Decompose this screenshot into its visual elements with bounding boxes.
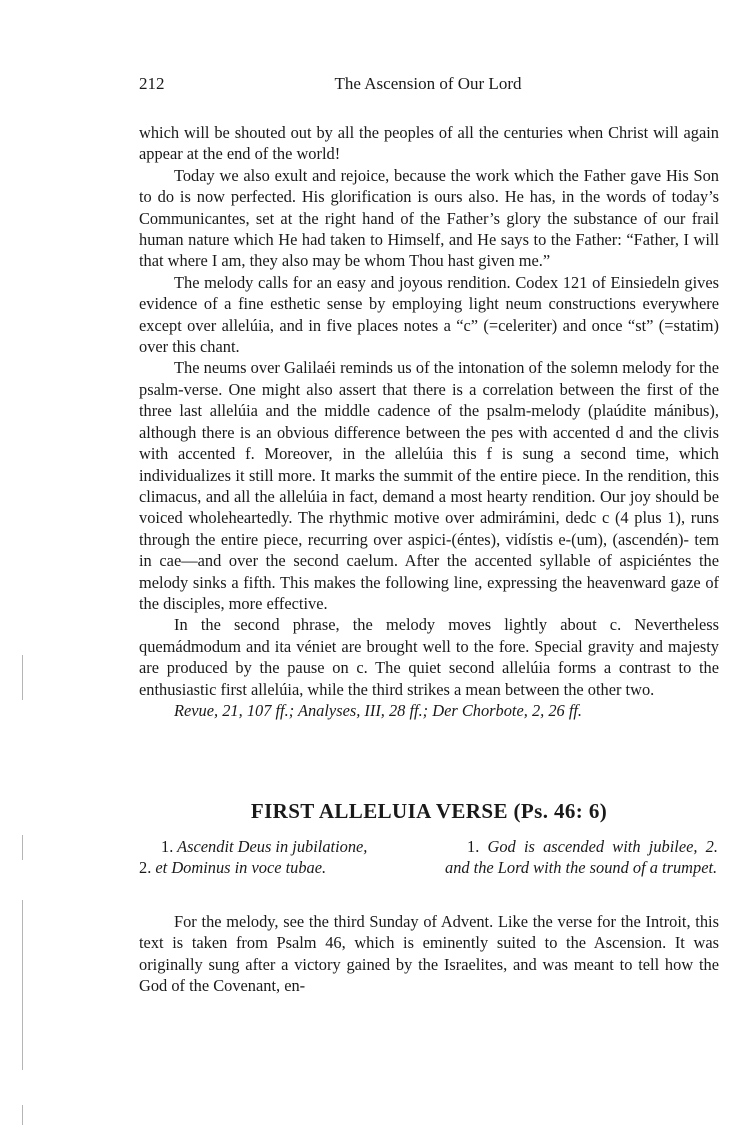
paragraph: The neums over Galilaéi reminds us of the intonation of the solemn melody for the psalm-verse. One might also assert that there is a correlation between the first of the three last allelúia and the middle cadence of the psalm-melody (plaúdite mánibus), although there is an obvious difference between the pes with accented d and the clivis with accented f. Moreover, in the allelúia this f is sung a second time, which individualizes it still more. It marks the summit of the entire piece. In the rendition, this climacus, and all the allelúia in fact, demand a most hearty rendition. Our joy should be voiced wholeheartedly. The rhythmic motive over admirámini, dedc c (4 plus 1), runs through the entire piece, recurring over aspici-(éntes), vidístis e-(um), (ascendén)- tem in cae—and over the second caelum. After the accented syllable of aspiciéntes the melody sinks a fifth. This makes the following line, expressing the heavenward gaze of the disciples, more effective.: [139, 358, 719, 613]
english-verse: [445, 836, 718, 879]
latin-verse-line: [139, 857, 439, 878]
latin-verse: [139, 836, 439, 879]
latin-verse-line: [139, 836, 439, 857]
scan-margin-line: [22, 655, 23, 700]
scan-margin-line: [22, 835, 23, 860]
latin-verse-text: et Dominus in voce tubae.: [155, 858, 327, 878]
page-number: 212: [139, 74, 165, 93]
paragraph: The melody calls for an easy and joyous rendition. Codex 121 of Einsiedeln gives evidence of a fine esthetic sense by employing light neum constructions everywhere except over allelúia, and in five places notes a “c” (=celeriter) and once “st” (=statim) over this chant.: [139, 272, 719, 357]
english-verse-text: God is ascended with jubilee, 2. and the Lord with the sound of a trumpet.: [445, 837, 718, 878]
latin-verse-text: Ascendit Deus in jubilatione,: [177, 837, 368, 856]
scan-margin-line: [22, 900, 23, 1070]
page-header: [139, 74, 717, 98]
verse-number: 1.: [161, 837, 174, 856]
paragraph: In the second phrase, the melody moves lightly about c. Nevertheless quemádmodum and ita véniet are brought well to the fore. Special gravity and majesty are produced by the pause on c. The quiet second allelúia forms a contrast to the enthusiastic first allelúia, while the third strikes a mean between the other two.: [139, 615, 719, 699]
body-text-continued: [139, 911, 719, 997]
paragraph: Today we also exult and rejoice, because the work which the Father gave His Son to do is now perfected. His glorification is ours also. He has, in the words of today’s Communicantes, set at the right hand of the Father’s glory the substance of our frail human nature which He had taken to Himself, and He says to the Father: “Father, I will that where I am, they also may be whom Thou hast given me.”: [139, 165, 719, 271]
section-heading: FIRST ALLELUIA VERSE (Ps. 46: 6): [250, 799, 608, 823]
scan-margin-line: [22, 1105, 23, 1125]
body-text: [139, 122, 719, 721]
running-title: The Ascension of Our Lord: [334, 74, 522, 93]
verse-number: 1.: [467, 837, 480, 856]
paragraph: which will be shouted out by all the peoples of all the centuries when Christ will again appear at the end of the world!: [139, 123, 719, 164]
bibliography-reference: Revue, 21, 107 ff.; Analyses, III, 28 ff.; Der Chorbote, 2, 26 ff.: [174, 700, 583, 720]
verse-number: 2.: [139, 858, 152, 878]
paragraph: For the melody, see the third Sunday of Advent. Like the verse for the Introit, this text is taken from Psalm 46, which is eminently suited to the Ascension. It was originally sung after a victory gained by the Israelites, and was meant to tell how the God of the Covenant, en-: [139, 912, 719, 996]
